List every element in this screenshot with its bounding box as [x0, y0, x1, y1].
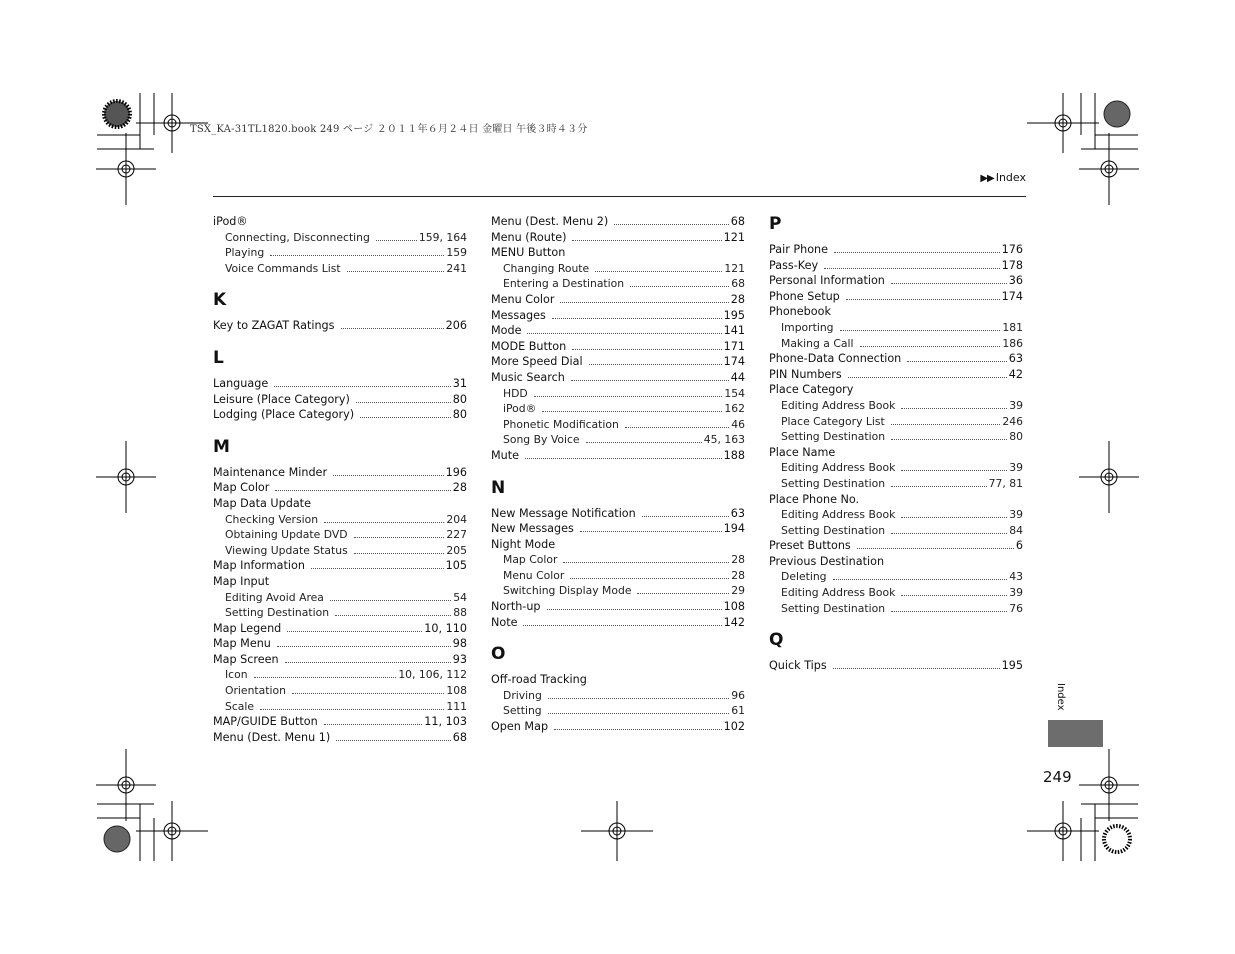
index-entry[interactable]: New Message Notification 63: [491, 506, 745, 520]
index-entry[interactable]: Maintenance Minder 196: [213, 465, 467, 479]
index-subentry[interactable]: Editing Address Book 39: [781, 398, 1023, 412]
index-entry[interactable]: Quick Tips 195: [769, 659, 1023, 673]
index-subentry[interactable]: Setting Destination 76: [781, 601, 1023, 615]
index-entry[interactable]: Leisure (Place Category) 80: [213, 392, 467, 406]
index-column-3: [769, 214, 1023, 674]
index-subentry[interactable]: Making a Call 186: [781, 336, 1023, 350]
index-subentry[interactable]: Icon 10, 106, 112: [225, 668, 467, 682]
index-entry[interactable]: Menu (Route) 121: [491, 230, 745, 244]
index-subentry[interactable]: iPod® 162: [503, 402, 745, 416]
breadcrumb[interactable]: [980, 171, 1026, 184]
index-entry[interactable]: Key to ZAGAT Ratings 206: [213, 319, 467, 333]
index-subentry[interactable]: Obtaining Update DVD 227: [225, 528, 467, 542]
index-entry-heading: Map Data Update: [213, 496, 311, 510]
index-entry[interactable]: Map Information 105: [213, 559, 467, 573]
index-subentry[interactable]: Connecting, Disconnecting 159, 164: [225, 230, 467, 244]
index-entry[interactable]: PIN Numbers 42: [769, 367, 1023, 381]
breadcrumb-label: Index: [995, 171, 1026, 184]
section-letter-k: K: [213, 290, 227, 311]
index-entry[interactable]: North-up 108: [491, 600, 745, 614]
page-number: 249: [1043, 768, 1072, 786]
index-subentry[interactable]: Phonetic Modification 46: [503, 417, 745, 431]
double-arrow-icon: ▶▶: [980, 173, 994, 184]
section-letter-m: M: [213, 436, 230, 457]
index-entry-heading: Previous Destination: [769, 554, 885, 568]
index-subentry[interactable]: Scale 111: [225, 699, 467, 713]
index-entry-heading: Phonebook: [769, 305, 831, 319]
index-subentry[interactable]: Editing Address Book 39: [781, 508, 1023, 522]
index-subentry[interactable]: Map Color 28: [503, 553, 745, 567]
index-entry[interactable]: Open Map 102: [491, 720, 745, 734]
index-subentry[interactable]: Setting 61: [503, 704, 745, 718]
index-entry[interactable]: Lodging (Place Category) 80: [213, 408, 467, 422]
side-tab[interactable]: [1048, 720, 1103, 747]
section-letter-o: O: [491, 644, 506, 665]
index-entry[interactable]: Personal Information 36: [769, 274, 1023, 288]
index-entry[interactable]: Phone Setup 174: [769, 289, 1023, 303]
print-info-line: TSX_KA-31TL1820.book 249 ページ ２０１１年６月２４日 金曜日 午後３時４３分: [190, 124, 588, 135]
index-entry-heading: Place Category: [769, 383, 854, 397]
index-subentry[interactable]: Editing Address Book 39: [781, 461, 1023, 475]
index-entry[interactable]: Map Menu 98: [213, 637, 467, 651]
index-subentry[interactable]: Place Category List 246: [781, 414, 1023, 428]
index-subentry[interactable]: Entering a Destination 68: [503, 277, 745, 291]
index-subentry[interactable]: Editing Avoid Area 54: [225, 590, 467, 604]
index-entry[interactable]: MODE Button 171: [491, 339, 745, 353]
index-subentry[interactable]: Voice Commands List 241: [225, 261, 467, 275]
index-column-1: [213, 214, 467, 745]
index-entry[interactable]: Language 31: [213, 376, 467, 390]
index-entry[interactable]: Pair Phone 176: [769, 243, 1023, 256]
section-letter-n: N: [491, 477, 506, 498]
index-entry-heading: Place Phone No.: [769, 492, 860, 506]
index-entry-heading: Off-road Tracking: [491, 673, 587, 687]
index-entry-ipod: iPod®: [213, 215, 248, 228]
index-entry[interactable]: Pass-Key 178: [769, 258, 1023, 272]
index-entry[interactable]: Mute 188: [491, 448, 745, 462]
index-subentry[interactable]: Importing 181: [781, 320, 1023, 334]
index-subentry[interactable]: Changing Route 121: [503, 261, 745, 275]
index-subentry[interactable]: HDD 154: [503, 386, 745, 400]
index-entry[interactable]: Menu (Dest. Menu 2) 68: [491, 215, 745, 228]
index-column-2: [491, 214, 745, 735]
index-entry[interactable]: Messages 195: [491, 308, 745, 322]
index-subentry[interactable]: Setting Destination 77, 81: [781, 476, 1023, 490]
index-entry[interactable]: Map Color 28: [213, 481, 467, 495]
side-tab-label: Index: [1055, 683, 1066, 711]
index-entry-heading: Map Input: [213, 574, 270, 588]
index-subentry[interactable]: Song By Voice 45, 163: [503, 433, 745, 447]
index-entry[interactable]: Menu (Dest. Menu 1) 68: [213, 730, 467, 744]
index-entry-heading: Place Name: [769, 445, 836, 459]
index-subentry[interactable]: Editing Address Book 39: [781, 586, 1023, 600]
section-letter-p: P: [769, 214, 782, 234]
index-subentry[interactable]: Viewing Update Status 205: [225, 543, 467, 557]
section-letter-l: L: [213, 347, 224, 368]
index-entry[interactable]: Map Legend 10, 110: [213, 621, 467, 635]
index-subentry[interactable]: Menu Color 28: [503, 568, 745, 582]
index-entry[interactable]: Phone-Data Connection 63: [769, 352, 1023, 366]
index-entry[interactable]: MAP/GUIDE Button 11, 103: [213, 715, 467, 729]
index-subentry[interactable]: Deleting 43: [781, 570, 1023, 584]
index-subentry[interactable]: Setting Destination 84: [781, 523, 1023, 537]
index-entry[interactable]: More Speed Dial 174: [491, 355, 745, 369]
index-subentry[interactable]: Switching Display Mode 29: [503, 584, 745, 598]
index-entry-heading: MENU Button: [491, 246, 566, 260]
index-subentry[interactable]: Checking Version 204: [225, 512, 467, 526]
index-entry[interactable]: Menu Color 28: [491, 292, 745, 306]
index-subentry[interactable]: Setting Destination 80: [781, 430, 1023, 444]
index-entry[interactable]: New Messages 194: [491, 522, 745, 536]
index-entry[interactable]: Mode 141: [491, 324, 745, 338]
index-entry-heading: Night Mode: [491, 537, 556, 551]
index-entry[interactable]: Music Search 44: [491, 370, 745, 384]
index-entry[interactable]: Map Screen 93: [213, 652, 467, 666]
section-letter-q: Q: [769, 630, 784, 651]
index-subentry[interactable]: Playing 159: [225, 246, 467, 260]
index-subentry[interactable]: Orientation 108: [225, 684, 467, 698]
index-entry[interactable]: Note 142: [491, 615, 745, 629]
index-subentry[interactable]: Driving 96: [503, 688, 745, 702]
header-rule: [213, 196, 1026, 197]
index-entry[interactable]: Preset Buttons 6: [769, 539, 1023, 553]
index-subentry[interactable]: Setting Destination 88: [225, 606, 467, 620]
